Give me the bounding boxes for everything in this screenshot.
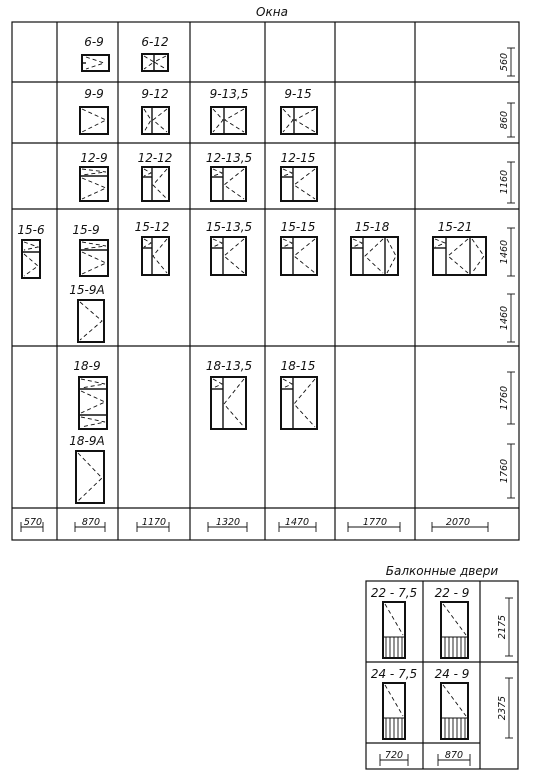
window-label: 9-15 bbox=[284, 87, 312, 101]
window-symbol bbox=[142, 237, 169, 275]
door-label: 24 - 9 bbox=[434, 667, 470, 681]
window-label: 9-9 bbox=[84, 87, 104, 101]
svg-text:1760: 1760 bbox=[499, 385, 510, 411]
window-symbol bbox=[142, 107, 169, 134]
window-label: 15-18 bbox=[354, 220, 390, 234]
door-symbol bbox=[441, 683, 468, 739]
window-symbol bbox=[142, 167, 169, 201]
width-dimensions bbox=[21, 517, 488, 532]
window-symbol bbox=[211, 107, 246, 134]
window-symbol bbox=[80, 240, 108, 276]
height-dimensions bbox=[499, 48, 515, 498]
svg-text:1770: 1770 bbox=[362, 517, 388, 528]
balcony-doors-table bbox=[366, 581, 518, 769]
width-dimension bbox=[279, 517, 316, 532]
window-label: 18-15 bbox=[280, 359, 316, 373]
svg-text:1760: 1760 bbox=[499, 458, 510, 484]
window-symbol bbox=[80, 107, 108, 134]
window-label: 15-15 bbox=[280, 220, 316, 234]
window-symbol bbox=[211, 237, 246, 275]
window-label: 6-12 bbox=[141, 35, 169, 49]
svg-text:1160: 1160 bbox=[499, 169, 510, 195]
svg-text:870: 870 bbox=[81, 517, 101, 528]
window-symbol bbox=[78, 300, 104, 342]
window-symbol bbox=[433, 237, 486, 275]
window-symbol bbox=[211, 167, 246, 201]
door-label: 24 - 7,5 bbox=[370, 667, 418, 681]
height-dimension bbox=[499, 48, 515, 76]
width-dimension bbox=[137, 517, 169, 532]
windows-title: Окна bbox=[256, 5, 288, 19]
window-label: 15-9А bbox=[69, 283, 105, 297]
window-label: 15-9 bbox=[72, 223, 100, 237]
window-label: 18-9А bbox=[69, 434, 105, 448]
svg-text:560: 560 bbox=[499, 52, 510, 72]
window-label: 12-12 bbox=[137, 151, 173, 165]
window-symbol bbox=[281, 237, 317, 275]
width-dimension bbox=[348, 517, 400, 532]
window-label: 6-9 bbox=[84, 35, 104, 49]
width-dimension bbox=[208, 517, 247, 532]
window-symbol bbox=[281, 107, 317, 134]
svg-text:1170: 1170 bbox=[141, 517, 167, 528]
height-dimension bbox=[499, 294, 515, 342]
window-symbol bbox=[281, 377, 317, 429]
window-label: 12-9 bbox=[80, 151, 108, 165]
window-symbol bbox=[211, 377, 246, 429]
window-label: 15-12 bbox=[134, 220, 170, 234]
window-symbol bbox=[281, 167, 317, 201]
door-width-dimension bbox=[380, 750, 408, 766]
window-label: 12-13,5 bbox=[205, 151, 253, 165]
svg-text:1470: 1470 bbox=[284, 517, 310, 528]
svg-text:570: 570 bbox=[23, 517, 43, 528]
window-symbol bbox=[22, 240, 40, 278]
window-label: 9-13,5 bbox=[209, 87, 249, 101]
svg-text:870: 870 bbox=[444, 750, 464, 761]
window-label: 15-21 bbox=[437, 220, 473, 234]
height-dimension bbox=[499, 228, 515, 276]
window-symbol bbox=[142, 54, 168, 71]
svg-text:1460: 1460 bbox=[499, 305, 510, 331]
window-label: 18-13,5 bbox=[205, 359, 253, 373]
door-height-dimension bbox=[497, 678, 513, 738]
svg-text:2175: 2175 bbox=[497, 614, 508, 640]
door-symbol bbox=[383, 683, 405, 739]
window-label: 18-9 bbox=[73, 359, 101, 373]
door-label: 22 - 7,5 bbox=[370, 586, 418, 600]
door-height-dimension bbox=[497, 598, 513, 656]
svg-text:2375: 2375 bbox=[497, 695, 508, 721]
window-symbol bbox=[82, 55, 109, 71]
window-symbol bbox=[351, 237, 398, 275]
door-symbol bbox=[383, 602, 405, 658]
door-width-dimension bbox=[438, 750, 470, 766]
height-dimension bbox=[499, 103, 515, 137]
window-label: 12-15 bbox=[280, 151, 316, 165]
width-dimension bbox=[21, 517, 43, 532]
width-dimension bbox=[75, 517, 105, 532]
svg-text:1320: 1320 bbox=[215, 517, 241, 528]
svg-text:860: 860 bbox=[499, 110, 510, 130]
svg-text:2070: 2070 bbox=[445, 517, 471, 528]
door-label: 22 - 9 bbox=[434, 586, 470, 600]
width-dimension bbox=[432, 517, 488, 532]
window-label: 9-12 bbox=[141, 87, 169, 101]
door-symbol bbox=[441, 602, 468, 658]
window-symbol bbox=[79, 377, 107, 429]
height-dimension bbox=[499, 372, 515, 424]
window-symbol bbox=[76, 451, 104, 503]
svg-text:1460: 1460 bbox=[499, 239, 510, 265]
window-symbol bbox=[80, 167, 108, 201]
height-dimension bbox=[499, 444, 515, 498]
window-label: 15-13,5 bbox=[205, 220, 253, 234]
svg-text:720: 720 bbox=[384, 750, 404, 761]
balcony-doors-title: Балконные двери bbox=[385, 564, 499, 578]
window-label: 15-6 bbox=[17, 223, 45, 237]
height-dimension bbox=[499, 162, 515, 203]
